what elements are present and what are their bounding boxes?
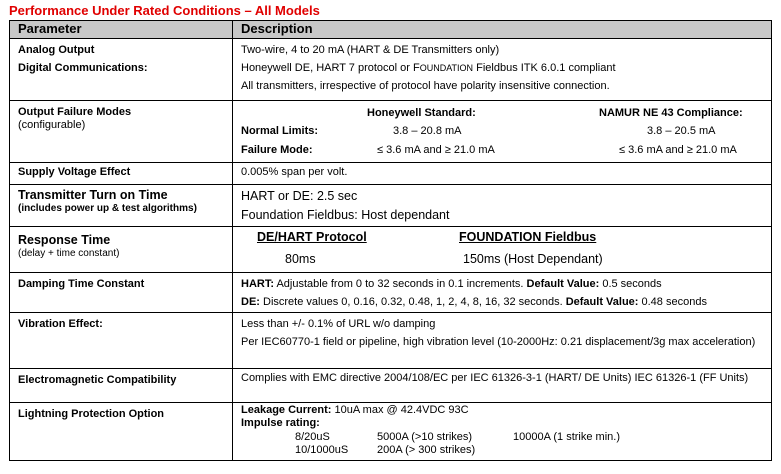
param-cell [10, 39, 233, 101]
damping-hart-line: HART: Adjustable from 0 to 32 seconds in 0.1 increments. Default Value: 0.5 seconds [241, 278, 662, 290]
row-supply-voltage-effect [10, 163, 772, 185]
param-analog-output: Analog Output [18, 44, 95, 56]
param-transmitter-turn-on-time: Transmitter Turn on Time [18, 188, 168, 202]
param-response-time: Response Time [18, 233, 111, 247]
desc-cell [233, 403, 772, 461]
row-damping-time-constant [10, 273, 772, 313]
turnon-desc-2: Foundation Fieldbus: Host dependant [241, 208, 450, 222]
desc-cell [233, 313, 772, 369]
analog-desc-2: Honeywell DE, HART 7 protocol or FOUNDATION Fieldbus ITK 6.0.1 compliant [241, 62, 616, 74]
performance-table [9, 20, 772, 461]
desc-cell [233, 185, 772, 227]
row-output-failure-modes [10, 101, 772, 163]
param-output-failure-modes: Output Failure Modes [18, 106, 132, 118]
param-cell [10, 313, 233, 369]
param-response-time-sub: (delay + time constant) [18, 248, 120, 259]
damping-de-line: DE: Discrete values 0, 0.16, 0.32, 0.48, 1, 2, 4, 8, 16, 32 seconds. Default Value: 0.48 seconds [241, 296, 707, 308]
row-electromagnetic-compatibility [10, 369, 772, 403]
response-value-foundation: 150ms (Host Dependant) [463, 252, 603, 266]
analog-desc-3: All transmitters, irrespective of protocol have polarity insensitive connection. [241, 80, 610, 92]
response-value-de-hart: 80ms [285, 252, 316, 266]
normal-limits-namur: 3.8 – 20.5 mA [647, 125, 716, 137]
row-vibration-effect [10, 313, 772, 369]
failure-mode-honeywell: ≤ 3.6 mA and ≥ 21.0 mA [377, 144, 495, 156]
param-cell [10, 273, 233, 313]
impulse-rating-2a: 200A (> 300 strikes) [377, 444, 476, 456]
supply-desc: 0.005% span per volt. [241, 166, 348, 178]
row-analog-output [10, 39, 772, 101]
response-col-foundation: FOUNDATION Fieldbus [459, 230, 597, 244]
param-turn-on-sub: (includes power up & test algorithms) [18, 203, 197, 214]
param-damping-time-constant: Damping Time Constant [18, 278, 145, 290]
param-cell [10, 163, 233, 185]
param-vibration-effect: Vibration Effect: [18, 318, 103, 330]
desc-cell [233, 369, 772, 403]
col-honeywell-standard: Honeywell Standard: [367, 107, 476, 119]
impulse-wave-2: 10/1000uS [295, 444, 349, 456]
param-cell [10, 369, 233, 403]
lightning-leakage-line: Leakage Current: 10uA max @ 42.4VDC 93C [241, 404, 469, 416]
row-lightning-protection-option [10, 403, 772, 461]
impulse-wave-1: 8/20uS [295, 431, 330, 443]
param-cell [10, 185, 233, 227]
lightning-impulse-label: Impulse rating: [241, 417, 320, 429]
desc-cell [233, 101, 772, 163]
param-supply-voltage-effect: Supply Voltage Effect [18, 166, 131, 178]
row-response-time [10, 227, 772, 273]
col-namur-compliance: NAMUR NE 43 Compliance: [599, 107, 743, 119]
failure-mode-label: Failure Mode: [241, 144, 313, 156]
normal-limits-honeywell: 3.8 – 20.8 mA [393, 125, 462, 137]
table-header-row [10, 21, 772, 39]
param-cell [10, 227, 233, 273]
desc-cell [233, 227, 772, 273]
page-title: Performance Under Rated Conditions – All Models [9, 3, 320, 18]
vibration-desc-2: Per IEC60770-1 field or pipeline, high vibration level (10-2000Hz: 0.21 displacement/3g max acceleration) [241, 336, 756, 348]
impulse-rating-1b: 10000A (1 strike min.) [513, 431, 620, 443]
emc-desc: Complies with EMC directive 2004/108/EC per IEC 61326-3-1 (HART/ DE Units) IEC 61326-1 (FF Units) [241, 372, 749, 384]
param-digital-communications: Digital Communications: [18, 62, 148, 74]
turnon-desc-1: HART or DE: 2.5 sec [241, 189, 358, 203]
param-cell [10, 403, 233, 461]
normal-limits-label: Normal Limits: [241, 125, 319, 137]
header-description: Description [233, 21, 772, 39]
desc-cell [233, 163, 772, 185]
param-lightning-protection-option: Lightning Protection Option [18, 408, 165, 420]
failure-mode-namur: ≤ 3.6 mA and ≥ 21.0 mA [619, 144, 737, 156]
row-transmitter-turn-on-time [10, 185, 772, 227]
param-cell [10, 101, 233, 163]
response-col-de-hart: DE/HART Protocol [257, 230, 367, 244]
analog-desc-1: Two-wire, 4 to 20 mA (HART & DE Transmitters only) [241, 44, 500, 56]
header-parameter: Parameter [10, 21, 233, 39]
param-output-failure-modes-sub: (configurable) [18, 119, 86, 131]
desc-cell [233, 273, 772, 313]
desc-cell [233, 39, 772, 101]
param-electromagnetic-compatibility: Electromagnetic Compatibility [18, 374, 177, 386]
vibration-desc-1: Less than +/- 0.1% of URL w/o damping [241, 318, 436, 330]
impulse-rating-1a: 5000A (>10 strikes) [377, 431, 473, 443]
